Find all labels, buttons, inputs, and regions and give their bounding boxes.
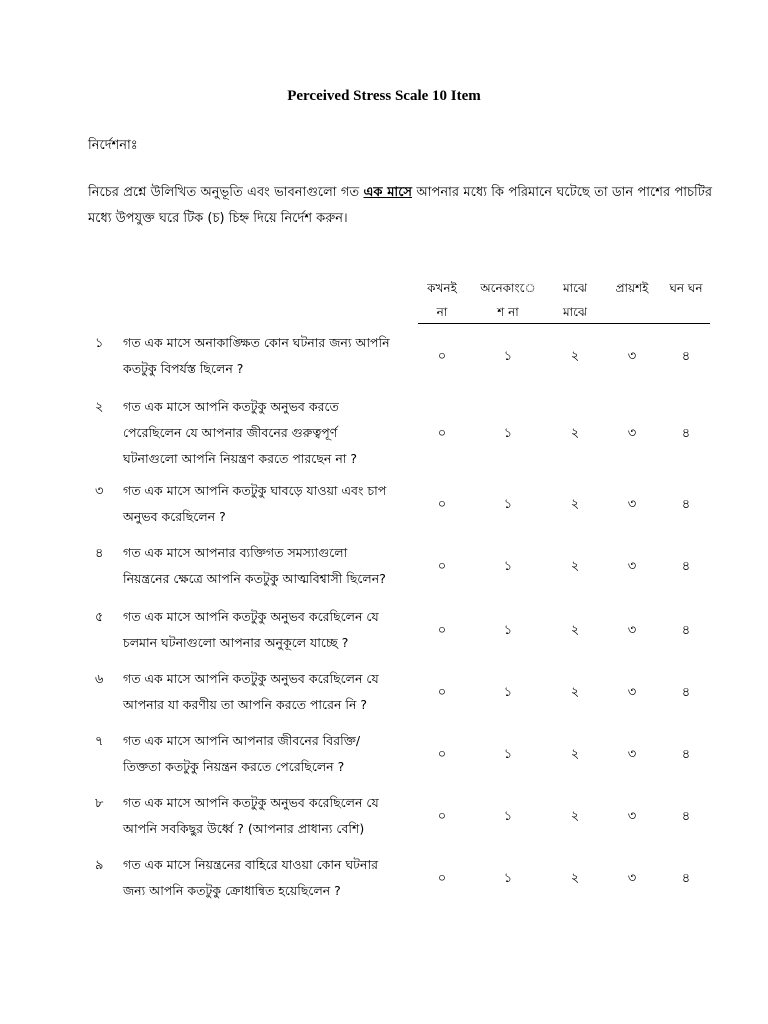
- question-line: তিক্ততা কতটুকু নিয়ন্ত্রন করতে পেরেছিলেন ?: [123, 759, 345, 774]
- response-option-2[interactable]: ২: [570, 747, 580, 762]
- instructions-text: [88, 180, 712, 232]
- response-option-3[interactable]: ৩: [627, 426, 637, 441]
- question-number: ৪: [95, 546, 104, 561]
- question-line: গত এক মাসে আপনি আপনার জীবনের বিরক্তি/: [123, 733, 361, 748]
- response-option-4[interactable]: ৪: [681, 747, 691, 762]
- instructions-before: নিচের প্রশ্নে উলিখিত অনুভূতি এবং ভাবনাগুলো গত: [88, 185, 364, 200]
- question-number: ৭: [95, 734, 104, 749]
- question-number: ৮: [95, 796, 104, 811]
- question-line: নিয়ন্ত্রনের ক্ষেত্রে আপনি কতটুকু আত্মবিশ্বাসী ছিলেন?: [123, 571, 386, 586]
- question-text: [123, 604, 413, 656]
- response-option-2[interactable]: ২: [570, 809, 580, 824]
- question-line: গত এক মাসে অনাকাঙ্ক্ষিত কোন ঘটনার জন্য আপনি: [123, 335, 390, 350]
- response-option-2[interactable]: ২: [570, 685, 580, 700]
- response-option-2[interactable]: ২: [570, 426, 580, 441]
- column-header-4: [604, 276, 660, 324]
- response-option-0[interactable]: ০: [437, 685, 447, 700]
- response-option-2[interactable]: ২: [570, 559, 580, 574]
- header-rule: [418, 323, 710, 324]
- question-text: [123, 666, 413, 718]
- response-option-3[interactable]: ৩: [627, 809, 637, 824]
- response-option-1[interactable]: ১: [503, 809, 513, 824]
- instructions-label: নির্দেশনাঃ: [88, 138, 138, 153]
- question-line: কতটুকু বিপর্যস্ত ছিলেন ?: [123, 361, 244, 376]
- question-line: গত এক মাসে আপনার ব্যক্তিগত সমস্যাগুলো: [123, 545, 348, 560]
- response-option-4[interactable]: ৪: [681, 809, 691, 824]
- question-line: পেরেছিলেন যে আপনার জীবনের গুরুত্বপূর্ণ: [123, 425, 338, 440]
- response-option-3[interactable]: ৩: [627, 559, 637, 574]
- column-header-line1: অনেকাংে: [480, 281, 536, 295]
- question-line: আপনার যা করণীয় তা আপনি করতে পারেন নি ?: [123, 697, 368, 712]
- response-option-1[interactable]: ১: [503, 747, 513, 762]
- response-option-2[interactable]: ২: [570, 623, 580, 638]
- question-line: গত এক মাসে আপনি কতটুকু অনুভব করেছিলেন যে: [123, 609, 379, 624]
- response-option-4[interactable]: ৪: [681, 497, 691, 512]
- response-option-2[interactable]: ২: [570, 497, 580, 512]
- column-header-line2: না: [436, 305, 448, 319]
- column-header-line1: কখনই: [427, 281, 457, 295]
- question-line: গত এক মাসে নিয়ন্ত্রনের বাহিরে যাওয়া কোন ঘটনার: [123, 857, 378, 872]
- column-header-line1: মাঝে: [562, 281, 588, 295]
- column-header-3: [550, 276, 600, 324]
- column-header-5: [661, 276, 711, 324]
- response-option-0[interactable]: ০: [437, 497, 447, 512]
- column-header-line2: শ না: [497, 305, 519, 319]
- column-header-line2: [604, 300, 660, 324]
- column-header-line2: মাঝে: [562, 305, 588, 319]
- column-header-1: [414, 276, 470, 324]
- response-option-4[interactable]: ৪: [681, 349, 691, 364]
- question-number: ৩: [95, 484, 104, 499]
- question-line: গত এক মাসে আপনি কতটুকু ঘাবড়ে যাওয়া এবং চাপ: [123, 483, 387, 498]
- instructions-emphasis: এক মাসে: [363, 185, 413, 200]
- question-line: চলমান ঘটনাগুলো আপনার অনুকূলে যাচ্ছে ?: [123, 635, 349, 650]
- response-option-1[interactable]: ১: [503, 349, 513, 364]
- response-option-0[interactable]: ০: [437, 623, 447, 638]
- response-option-3[interactable]: ৩: [627, 623, 637, 638]
- question-line: জন্য আপনি কতটুকু ক্রোধান্বিত হয়েছিলেন ?: [123, 883, 341, 898]
- question-line: গত এক মাসে আপনি কতটুকু অনুভব করেছিলেন যে: [123, 671, 379, 686]
- question-number: ৬: [95, 672, 104, 687]
- response-option-4[interactable]: ৪: [681, 685, 691, 700]
- question-line: ঘটনাগুলো আপনি নিয়ন্ত্রণ করতে পারছেন না ?: [123, 451, 358, 466]
- response-option-3[interactable]: ৩: [627, 349, 637, 364]
- response-option-1[interactable]: ১: [503, 623, 513, 638]
- question-number: ৯: [95, 858, 104, 873]
- question-text: [123, 478, 413, 530]
- instructions-after: আপনার মধ্যে কি পরিমানে ঘটেছে তা ডান পাশের পাচটির মধ্যে উপযুক্ত ঘরে টিক (চ) চিহ্ন দিয়ে নির্দেশ করুন।: [88, 185, 713, 226]
- response-option-4[interactable]: ৪: [681, 426, 691, 441]
- response-option-4[interactable]: ৪: [681, 871, 691, 886]
- question-line: আপনি সবকিছুর উর্ধ্বে ? (আপনার প্রাধান্য বেশি): [123, 821, 365, 836]
- question-number: ১: [95, 336, 104, 351]
- response-option-4[interactable]: ৪: [681, 623, 691, 638]
- response-option-2[interactable]: ২: [570, 871, 580, 886]
- response-option-3[interactable]: ৩: [627, 685, 637, 700]
- response-option-0[interactable]: ০: [437, 349, 447, 364]
- column-header-line1: ঘন ঘন: [669, 281, 703, 295]
- response-option-1[interactable]: ১: [503, 559, 513, 574]
- response-option-0[interactable]: ০: [437, 747, 447, 762]
- question-line: গত এক মাসে আপনি কতটুকু অনুভব করেছিলেন যে: [123, 795, 379, 810]
- response-option-0[interactable]: ০: [437, 426, 447, 441]
- question-text: [123, 394, 413, 472]
- response-option-0[interactable]: ০: [437, 809, 447, 824]
- question-number: ৫: [95, 610, 104, 625]
- response-option-1[interactable]: ১: [503, 685, 513, 700]
- question-text: [123, 330, 413, 382]
- response-option-3[interactable]: ৩: [627, 871, 637, 886]
- page-title: Perceived Stress Scale 10 Item: [287, 88, 481, 104]
- response-option-0[interactable]: ০: [437, 871, 447, 886]
- question-text: [123, 728, 413, 780]
- response-option-0[interactable]: ০: [437, 559, 447, 574]
- question-number: ২: [95, 400, 104, 415]
- response-option-4[interactable]: ৪: [681, 559, 691, 574]
- question-text: [123, 790, 413, 842]
- response-option-3[interactable]: ৩: [627, 747, 637, 762]
- column-header-line2: [661, 300, 711, 324]
- column-header-line1: প্রায়শই: [615, 281, 649, 295]
- question-line: অনুভব করেছিলেন ?: [123, 509, 226, 524]
- question-text: [123, 540, 413, 592]
- column-header-2: [476, 276, 540, 324]
- response-option-3[interactable]: ৩: [627, 497, 637, 512]
- question-line: গত এক মাসে আপনি কতটুকু অনুভব করতে: [123, 399, 339, 414]
- question-text: [123, 852, 413, 904]
- response-option-1[interactable]: ১: [503, 426, 513, 441]
- response-option-1[interactable]: ১: [503, 871, 513, 886]
- response-option-1[interactable]: ১: [503, 497, 513, 512]
- response-option-2[interactable]: ২: [570, 349, 580, 364]
